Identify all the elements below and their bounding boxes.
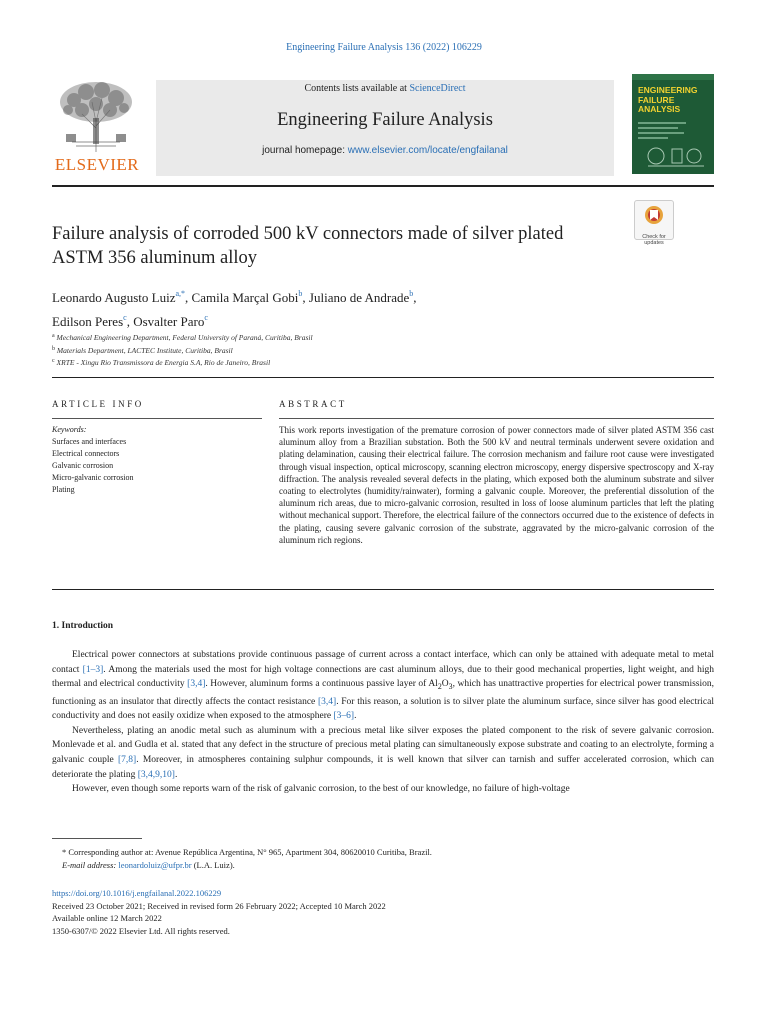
text-run: . Among the materials used the most for high voltage connections are cast aluminum alloys, due to their good mechanical properties, light weight, and high thermal and electrical conductivity <box>52 664 714 690</box>
affiliation-item <box>52 331 652 344</box>
affiliation-list <box>52 331 652 369</box>
author-separator: , <box>185 290 192 305</box>
email-label: E-mail address: <box>62 860 117 870</box>
author-separator: , <box>302 290 309 305</box>
keyword-item: Galvanic corrosion <box>52 461 114 470</box>
doi-link[interactable]: https://doi.org/10.1016/j.engfailanal.2022.106229 <box>52 888 222 898</box>
paragraph <box>52 648 714 724</box>
text-run: . However, aluminum forms a continuous passive layer of Al <box>205 679 438 690</box>
abstract-heading: ABSTRACT <box>279 399 347 409</box>
author-separator: , <box>413 290 417 305</box>
footnote-marker[interactable]: * <box>62 847 67 857</box>
author-separator: , <box>126 314 134 329</box>
keyword-item: Plating <box>52 485 75 494</box>
text-run: . For this reason, a solution is to silver plate the aluminum surface, since silver has good electrical conductivity and does not easily oxidize when exposed to the atmosphere <box>52 696 714 722</box>
article-info-heading: ARTICLE INFO <box>52 399 144 409</box>
author-name[interactable]: Osvalter Paro <box>133 314 205 329</box>
email-link[interactable]: leonardoluiz@ufpr.br <box>118 860 192 870</box>
paragraph <box>52 724 714 782</box>
article-metadata <box>52 887 714 937</box>
keywords-block <box>52 424 262 496</box>
footnote-text: Corresponding author at: Avenue República Argentina, N° 965, Apartment 304, 80620010 Curitiba, Brazil. <box>66 847 432 857</box>
abstract-rule <box>279 418 714 419</box>
cover-top-band <box>632 74 714 80</box>
text-run: Electrical power connectors at substations provide continuous passage of current across a contact interface, which can only be attained with adequate metal to metal contact <box>52 650 714 675</box>
text-run: . <box>174 769 178 780</box>
author-name[interactable]: Camila Marçal Gobi <box>191 290 299 305</box>
keyword-item: Micro-galvanic corrosion <box>52 473 134 482</box>
check-updates-icon <box>643 204 665 228</box>
citation-link[interactable]: [3–6] <box>333 711 355 722</box>
abstract-end-rule <box>52 589 714 590</box>
author-name[interactable]: Edilson Peres <box>52 314 124 329</box>
affiliation-item <box>52 356 652 369</box>
footnote <box>52 846 714 872</box>
affiliation-text: Mechanical Engineering Department, Federal University of Paraná, Curitiba, Brasil <box>56 333 313 342</box>
elsevier-logo[interactable] <box>52 80 142 176</box>
citation-link[interactable]: [3,4] <box>317 696 337 707</box>
author-affiliation-marker[interactable]: b <box>409 289 414 298</box>
available-online: Available online 12 March 2022 <box>52 913 162 924</box>
email-suffix: (L.A. Luiz). <box>191 860 235 870</box>
publisher-wordmark: ELSEVIER <box>54 155 140 174</box>
text-run: . Moreover, in atmospheres containing sulphur compounds, it is well known that silver can tarnish and suffer accelerated corrosion, which can deteriorate the plating <box>52 755 714 780</box>
corresponding-author-note <box>52 846 714 859</box>
email-note <box>52 859 714 872</box>
affiliation-text: Materials Department, LACTEC Institute, Curitiba, Brasil <box>56 345 233 355</box>
text-run: , which has unattractive properties for electrical power transmission, functioning as an insulator that directly affects the contact resistance <box>52 679 714 707</box>
author-name[interactable]: Juliano de Andrade <box>308 290 410 305</box>
affiliation-marker: a <box>52 333 55 339</box>
citation-link[interactable]: [3,4,9,10] <box>137 769 175 780</box>
contents-prefix: Contents lists available at <box>304 83 410 94</box>
article-info-rule <box>52 418 262 419</box>
affiliation-text: XRTE - Xingu Rio Transmissora de Energia S.A, Rio de Janeiro, Brasil <box>56 358 271 367</box>
check-for-updates-button[interactable] <box>634 200 674 246</box>
paper-title: Failure analysis of corroded 500 kV connectors made of silver plated ASTM 356 aluminum alloy <box>52 224 564 268</box>
author-affiliation-marker[interactable]: c <box>204 313 208 322</box>
journal-masthead <box>52 70 714 178</box>
cover-title: ENGINEERING FAILURE ANALYSIS <box>638 85 698 114</box>
journal-banner <box>156 80 614 176</box>
subscript: 2 <box>437 682 442 692</box>
abstract-text: This work reports investigation of the premature corrosion of power connectors made of silver plated ASTM 356 cast aluminum alloy from a Brazilian substation. Both the 500 kV and neutral terminals underwent severe oxidation and plating delamination, causing their electrical failure. The corrosion mechanism and failure root cause were investigated through visual inspection, optical microscopy, scanning electron microscopy, energy dispersive spectroscopy and X-ray diffraction. The analysis revealed several defects in the plating, which exposed both the aluminum substrate and silver coating to electrolytes (humidity/rainwater), forming a galvanic couple. Moreover, the preferential dissolution of the aluminum rich areas, due to micro-galvanic corrosion, resulted in loss of loose aluminum particles that left the plating without mechanical support. Therefore, the electrical failure of the connectors occurred due to the existence of defects in the plating, causing severe galvanic corrosion of the substrate, aggravated by the micro-galvanic corrosion of the aluminum rich regions. <box>279 425 714 545</box>
author-affiliation-marker[interactable]: a,* <box>175 289 186 298</box>
text-run: Nevertheless, plating an anodic metal such as aluminum with a precious metal like silver exposes the plated component to the risk of severe galvanic corrosion. Monlevade et al. and Gudla et al. stated that any defect in the structure of precious metal plating can simultaneously expose substrate and coating to an electrolyte, forming a galvanic couple <box>52 725 714 766</box>
author-name[interactable]: Leonardo Augusto Luiz <box>52 290 176 305</box>
subscript: 3 <box>448 682 453 692</box>
citation-link[interactable]: [3,4] <box>187 679 206 690</box>
text-run: . <box>354 711 357 722</box>
received-dates: Received 23 October 2021; Received in revised form 26 February 2022; Accepted 10 March 2022 <box>52 900 386 911</box>
cover-artwork-icon <box>646 144 706 168</box>
elsevier-tree-icon <box>52 80 142 152</box>
author-affiliation-marker[interactable]: b <box>298 289 303 298</box>
header-rule <box>52 377 714 378</box>
citation-link[interactable]: [7,8] <box>118 755 137 766</box>
author-affiliation-marker[interactable]: c <box>123 313 127 322</box>
introduction-heading: 1. Introduction <box>52 621 114 631</box>
text-run: O <box>441 679 449 690</box>
affiliation-item <box>52 344 652 357</box>
homepage-line <box>156 145 614 156</box>
contents-line <box>156 83 614 94</box>
journal-title[interactable]: Engineering Failure Analysis <box>277 110 493 130</box>
homepage-prefix: journal homepage: <box>262 145 348 156</box>
running-head[interactable]: Engineering Failure Analysis 136 (2022) 106229 <box>286 42 482 53</box>
check-updates-label: Check for updates <box>642 234 666 246</box>
affiliation-marker: b <box>52 345 55 352</box>
keyword-item: Electrical connectors <box>52 449 120 458</box>
journal-cover-thumbnail[interactable] <box>632 74 714 174</box>
footnote-rule <box>52 838 142 839</box>
affiliation-marker: c <box>52 358 55 364</box>
cover-text-lines <box>638 122 688 142</box>
keywords-label: Keywords: <box>52 425 87 434</box>
sciencedirect-link[interactable]: ScienceDirect <box>409 83 466 94</box>
masthead-rule <box>52 185 714 187</box>
keyword-item: Surfaces and interfaces <box>52 437 127 446</box>
journal-homepage-link[interactable]: www.elsevier.com/locate/engfailanal <box>347 145 508 156</box>
author-list <box>52 284 652 332</box>
copyright-notice: 1350-6307/© 2022 Elsevier Ltd. All rights reserved. <box>52 925 230 936</box>
paragraph: However, even though some reports warn of the risk of galvanic corrosion, to the best of our knowledge, no failure of high-voltage <box>72 784 570 795</box>
introduction-body <box>52 648 714 797</box>
citation-link[interactable]: [1–3] <box>82 664 104 675</box>
